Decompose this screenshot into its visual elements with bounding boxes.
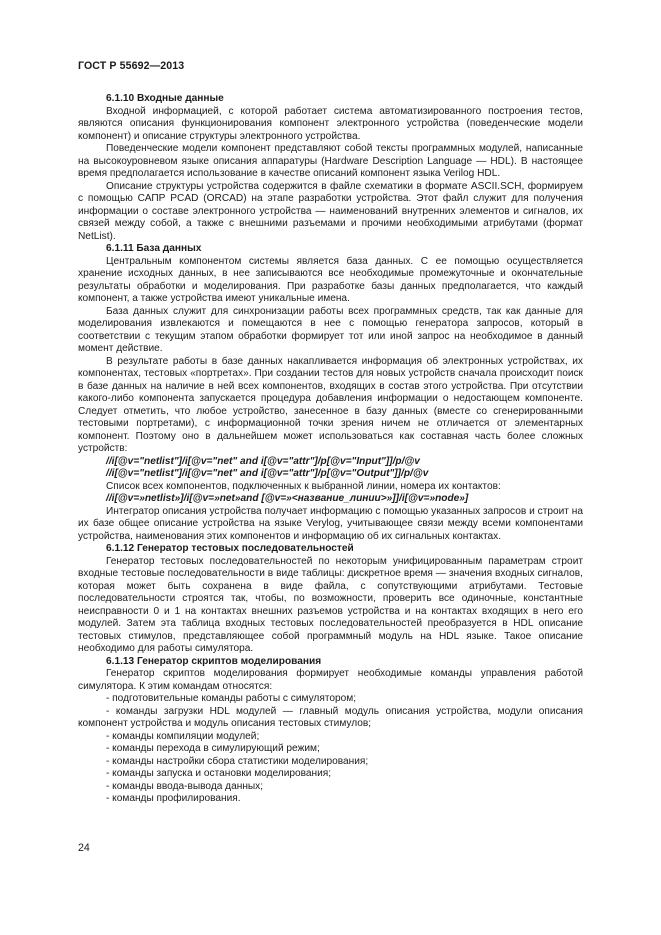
command-list (78, 693, 583, 806)
list-item: - подготовительные команды работы с симулятором; (106, 693, 357, 704)
section-heading: 6.1.13 Генератор скриптов моделирования (106, 655, 322, 667)
section-heading: 6.1.11 База данных (106, 243, 202, 254)
list-item: - команды компиляции модулей; (106, 730, 260, 742)
section-6-1-12 (78, 543, 583, 656)
section-6-1-11 (78, 243, 583, 543)
section-heading: 6.1.12 Генератор тестовых последовательностей (106, 543, 354, 554)
paragraph: Генератор тестовых последовательностей по некоторым унифицированным параметрам строит входные тестовые последовательности в виде таблицы: дискретное время — значения входных сигналов, которая может быть сохранена в виде файла, с сопутствующими атрибутами. Тестовые последовательности строятся так, чтобы, по возможности, проверить все одиночные, константные неисправности 0 и 1 на контактах внешних разъемов устройства и на контактах входящих в него его модулей. Затем эта таблица входных тестовых последовательностей преобразуется в HDL описание тестовых стимулов, представляющее собой программный модуль на HDL языке. Такое описание необходимо для работы симулятора. (78, 555, 583, 654)
paragraph: Центральным компонентом системы является база данных. С ее помощью осуществляется хранение исходных данных, в нее записываются все необходимые промежуточные и окончательные результаты обработки и моделирования. При разработке базы данных предполагается, что каждый компонент, а также устройства имеют уникальные имена. (78, 255, 583, 304)
paragraph: Генератор скриптов моделирования формирует необходимые команды управления работой симулятора. К этим командам относятся: (78, 668, 583, 692)
page-content (78, 93, 583, 806)
paragraph: Интегратор описания устройства получает информацию с помощью указанных запросов и строит на их базе общее описание устройства на языке Verylog, учитывающее связи между всеми компонентами устройства, наименования этих компонентов и информацию об их сигнальных контактах. (78, 505, 583, 542)
query-code-line: //i[@v=»netlist»]/i[@v=»net»and [@v=»<название_линии>»]]/i[@v=»node»] (106, 493, 469, 504)
page-number: 24 (78, 842, 90, 854)
list-item: - команды профилирования. (106, 793, 241, 804)
section-6-1-13 (78, 656, 583, 806)
section-6-1-10 (78, 93, 583, 243)
paragraph: Входной информацией, с которой работает система автоматизированного построения тестов, являются описания функционирования компонент электронного устройства (поведенческие модели компонент) и описание структуры электронного устройства. (78, 105, 583, 142)
paragraph: Описание структуры устройства содержится в файле схематики в формате ASCII.SCH, формируем с помощью САПР PCAD (ORCAD) на этапе разработки устройства. Этот файл служит для получения информации о составе электронного устройства — наименований внутренних элементов и сигналов, их связей между собой, а также с внешними разъемами и прочими необходимыми атрибутами (формат NetList). (78, 180, 583, 242)
paragraph: База данных служит для синхронизации работы всех программных средств, так как данные для моделирования извлекаются и помещаются в нее с помощью генератора запросов, который в соответствии с текущим этапом обработки формирует тот или иной запрос на необходимое в данный момент действие. (78, 305, 583, 354)
list-item: - команды перехода в симулирующий режим; (106, 743, 320, 754)
paragraph: В результате работы в базе данных накапливается информация об электронных устройствах, их компонентах, тестовых «портретах». При создании тестов для новых устройств сначала происходит поиск в базе данных на наличие в ней всех компонентов, входящих в состав этого устройства. При отсутствии какого-либо компонента запускается процедура добавления информации о недостающем компоненте. Следует отметить, что любое устройство, занесенное в базу данных (вместе со сгенерированными тестовыми портретами), с информационной точки зрения ничем не отличается от элементарных компонент. Поэтому оно в дальнейшем может использоваться как составная часть более сложных устройств: (78, 355, 583, 454)
section-heading: 6.1.10 Входные данные (106, 93, 224, 104)
paragraph: Список всех компонентов, подключенных к выбранной линии, номера их контактов: (106, 480, 501, 492)
paragraph: Поведенческие модели компонент представляют собой тексты программных модулей, написанные на высокоуровневом языке описания аппаратуры (Hardware Description Language — HDL). В настоящее время предполагается использование в качестве описаний компонент языка Verilog HDL. (78, 143, 583, 179)
list-item: - команды ввода-вывода данных; (106, 780, 264, 792)
list-item: - команды настройки сбора статистики моделирования; (106, 755, 369, 767)
standard-header: ГОСТ Р 55692—2013 (78, 60, 185, 72)
query-code-line: //i[@v="netlist"]/i[@v="net" and i[@v="attr"]/p[@v="Input"]]/p/@v (106, 455, 420, 467)
list-item: - команды загрузки HDL модулей — главный модуль описания устройства, модули описания компонент устройства и модуль описания тестовых стимулов; (78, 705, 583, 729)
query-code-line: //i[@v="netlist"]/i[@v="net" and i[@v="attr"]/p[@v="Output"]]/p/@v (106, 468, 429, 479)
list-item: - команды запуска и остановки моделирования; (106, 768, 332, 779)
